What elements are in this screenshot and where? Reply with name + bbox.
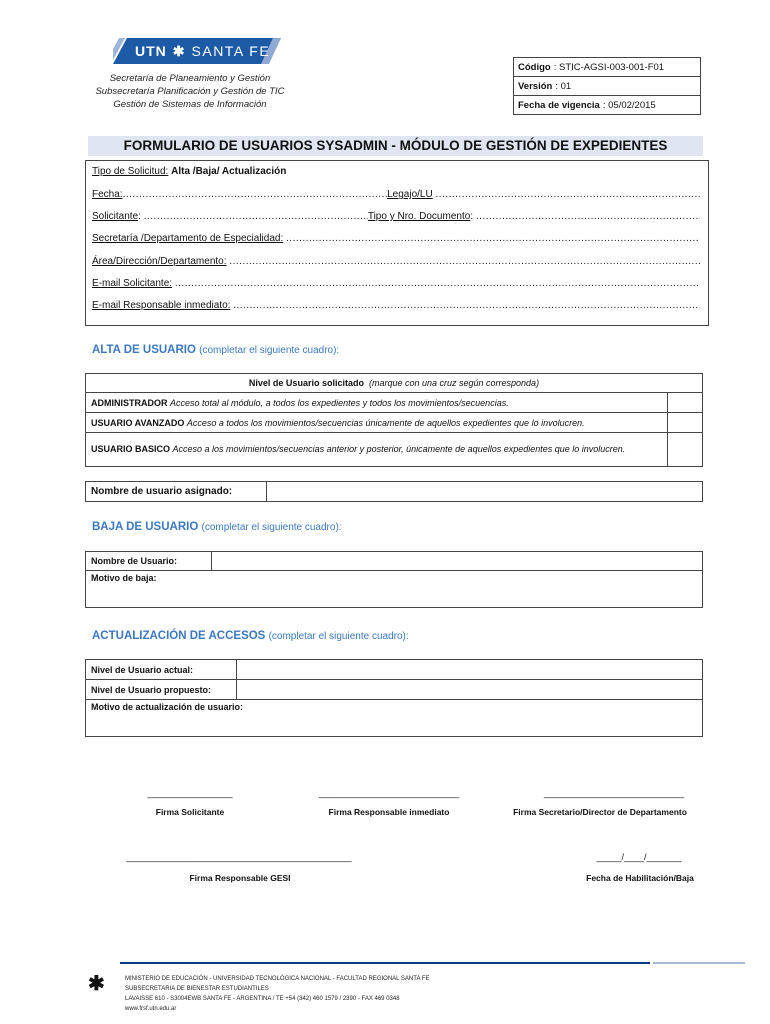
baja-table [85, 551, 703, 608]
table-header-row: Nivel de Usuario solicitado (marque con una cruz según corresponda) [86, 374, 703, 393]
signature-label-secretario: Firma Secretario/Director de Departamento [513, 807, 687, 817]
baja-user-label: Nombre de Usuario: [86, 552, 212, 571]
update-reason-field[interactable]: Motivo de actualización de usuario: [86, 700, 703, 737]
code-row: Código : STIC-AGSI-003-001-F01 [514, 58, 700, 77]
alta-levels-table [85, 373, 703, 467]
signature-line-secretario[interactable]: ____________________________ [543, 788, 685, 798]
document-code-box [513, 57, 701, 115]
assigned-user-label: Nombre de usuario asignado: [86, 482, 267, 502]
admin-checkbox[interactable] [668, 393, 703, 413]
email-solicitante-line: E-mail Solicitante: ..... [92, 278, 700, 289]
secretaria-line: Secretaría /Departamento de Especialidad: ..... [92, 233, 700, 244]
footer-line-3: LAVAISSE 610 - S3004EWB SANTA FE - ARGENTINA / TE +54 (342) 460 1579 / 2390 - FAX 469 0348 [125, 996, 400, 1002]
signature-label-solicitante: Firma Solicitante [155, 807, 225, 817]
signature-label-gesi: Firma Responsable GESI [189, 873, 291, 883]
footer-text [125, 974, 430, 1014]
request-box [85, 160, 709, 326]
advanced-checkbox[interactable] [668, 413, 703, 433]
org-line-3: Gestión de Sistemas de Información [113, 99, 267, 110]
solicitante-field[interactable] [144, 211, 368, 222]
logo-santa-fe: SANTA FE [191, 43, 271, 59]
area-line: Área/Dirección/Departamento: ..... [92, 256, 700, 267]
signature-line-solicitante[interactable]: _________________ [147, 788, 233, 798]
assigned-user-table [85, 481, 703, 502]
current-level-field[interactable] [237, 660, 703, 680]
habilitacion-date-field[interactable]: _____/____/_______ [596, 852, 682, 862]
table-row: USUARIO AVANZADO Acceso a todos los movimientos/secuencias únicamente de aquellos expedientes que lo involucren. [86, 413, 703, 433]
baja-heading: BAJA DE USUARIO (completar el siguiente cuadro): [92, 521, 342, 533]
org-line-2: Subsecretaría Planificación y Gestión de TIC [95, 86, 285, 97]
secretaria-field[interactable] [286, 233, 700, 244]
footer-line-1: MINISTERIO DE EDUCACIÓN - UNIVERSIDAD TECNOLÓGICA NACIONAL - FACULTAD REGIONAL SANTA FE [125, 976, 430, 982]
table-row: ADMINISTRADOR Acceso total al módulo, a todos los expedientes y todos los movimientos/secuencias. [86, 393, 703, 413]
baja-reason-field[interactable]: Motivo de baja: [86, 571, 703, 608]
documento-field[interactable] [476, 211, 700, 222]
utn-emblem-icon: ✱ [172, 42, 186, 59]
org-lines [80, 72, 300, 111]
area-field[interactable] [229, 256, 700, 267]
request-type-options[interactable]: Alta /Baja/ Actualización [171, 166, 287, 177]
footer-divider-accent [653, 962, 745, 964]
current-level-label: Nivel de Usuario actual: [86, 660, 237, 680]
signature-line-responsable[interactable]: ____________________________ [318, 788, 460, 798]
footer-line-4[interactable]: www.frsf.utn.edu.ar [125, 1006, 177, 1012]
actualizacion-table [85, 659, 703, 737]
logo-utn: UTN [135, 43, 167, 59]
email-responsable-line: E-mail Responsable inmediato: ..... [92, 300, 700, 311]
baja-user-field[interactable] [212, 552, 703, 571]
proposed-level-field[interactable] [237, 680, 703, 700]
utn-logo [113, 38, 281, 64]
legajo-field[interactable] [435, 189, 700, 200]
solicitante-line: Solicitante : ..... Tipo y Nro. Documento : ..... [92, 211, 700, 222]
basic-checkbox[interactable] [668, 433, 703, 467]
signature-line-gesi[interactable]: _____________________________________________ [126, 852, 352, 862]
org-line-1: Secretaría de Planeamiento y Gestión [109, 73, 271, 84]
request-type-line: Tipo de Solicitud: Alta /Baja/ Actualización [92, 166, 287, 177]
proposed-level-label: Nivel de Usuario propuesto: [86, 680, 237, 700]
validity-row: Fecha de vigencia : 05/02/2015 [518, 99, 656, 111]
version-row: Versión : 01 [514, 77, 700, 96]
assigned-user-field[interactable] [267, 482, 703, 502]
fecha-field[interactable] [123, 189, 388, 200]
alta-heading: ALTA DE USUARIO (completar el siguiente cuadro): [92, 344, 340, 356]
email-responsable-field[interactable] [233, 300, 700, 311]
form-title: FORMULARIO DE USUARIOS SYSADMIN - MÓDULO DE GESTIÓN DE EXPEDIENTES [88, 136, 703, 156]
email-solicitante-field[interactable] [175, 278, 700, 289]
fecha-legajo-line: Fecha: ..... Legajo/LU ..... [92, 189, 700, 200]
table-row: USUARIO BASICO Acceso a los movimientos/secuencias anterior y posterior, únicamente de aquellos expedientes que lo involucren. [86, 433, 703, 467]
footer-line-2: SUBSECRETARIA DE BIENESTAR ESTUDIANTILES [125, 986, 269, 992]
footer-divider [120, 962, 650, 964]
utn-emblem-icon: ✱ [88, 973, 105, 995]
signature-label-responsable: Firma Responsable inmediato [328, 807, 450, 817]
habilitacion-date-label: Fecha de Habilitación/Baja [586, 873, 694, 883]
actualizacion-heading: ACTUALIZACIÓN DE ACCESOS (completar el siguiente cuadro): [92, 630, 409, 642]
